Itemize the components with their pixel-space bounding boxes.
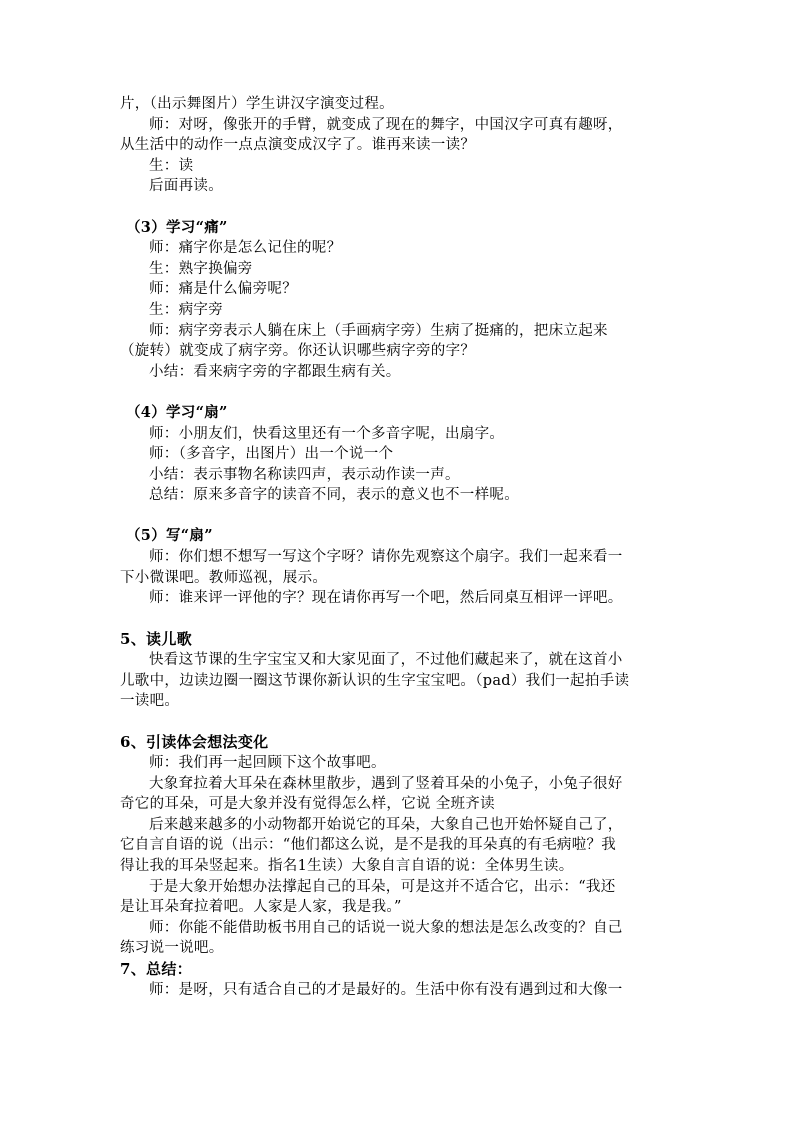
subsection-heading: （5）写“扇” bbox=[126, 527, 213, 545]
subsection-heading: （3）学习“痛” bbox=[126, 218, 228, 236]
paragraph-line: 练习说一说吧。 bbox=[120, 940, 224, 957]
paragraph-line: 下小微课吧。教师巡视，展示。 bbox=[120, 569, 328, 586]
paragraph-line: 师：（多音字，出图片）出一个说一个 bbox=[149, 446, 394, 463]
paragraph-line: 一读吧。 bbox=[120, 693, 180, 710]
paragraph-line: 师：痛字你是怎么记住的呢？ bbox=[149, 240, 342, 257]
paragraph-line: 片，（出示舞图片）学生讲汉字演变过程。 bbox=[120, 96, 394, 112]
blank-line bbox=[120, 506, 680, 527]
paragraph-line: 小结：表示事物名称读四声，表示动作读一声。 bbox=[149, 466, 460, 483]
blank-line bbox=[120, 197, 680, 218]
paragraph-line: 师：我们再一起回顾下这个故事吧。 bbox=[149, 755, 386, 771]
document-page bbox=[120, 94, 680, 1000]
paragraph-line: 生：病字旁 bbox=[149, 301, 223, 318]
paragraph-line: 快看这节课的生字宝宝又和大家见面了，不过他们藏起来了，就在这首小 bbox=[149, 652, 623, 669]
paragraph-line: 后来越来越多的小动物都开始说它的耳朵，大象自己也开始怀疑自己了， bbox=[149, 816, 623, 833]
paragraph-line: 后面再读。 bbox=[149, 178, 223, 195]
paragraph-line: 师：你能不能借助板书用自己的话说一说大象的想法是怎么改变的？自己 bbox=[149, 919, 623, 936]
paragraph-line: 师：病字旁表示人躺在床上（手画病字旁）生病了挺痛的，把床立起来 bbox=[149, 322, 608, 339]
paragraph-line: 师：痛是什么偏旁呢？ bbox=[149, 281, 297, 298]
subsection-heading: （4）学习“扇” bbox=[126, 403, 228, 421]
blank-line bbox=[120, 609, 680, 630]
paragraph-line: 大象耷拉着大耳朵在森林里散步，遇到了竖着耳朵的小兔子，小兔子很好 bbox=[149, 775, 623, 792]
paragraph-line: 奇它的耳朵，可是大象并没有觉得怎么样，它说 全班齐读 bbox=[120, 796, 495, 813]
paragraph-line: 小结：看来病字旁的字都跟生病有关。 bbox=[149, 363, 401, 380]
paragraph-line: 师：对呀，像张开的手臂，就变成了现在的舞字，中国汉字可真有趣呀， bbox=[149, 116, 623, 133]
paragraph-line: 总结：原来多音字的读音不同，表示的意义也不一样呢。 bbox=[149, 487, 519, 504]
paragraph-line: 师：小朋友们，快看这里还有一个多音字呢，出扇字。 bbox=[149, 425, 505, 442]
paragraph-line: 师：你们想不想写一写这个字呀？请你先观察这个扇字。我们一起来看一 bbox=[149, 549, 623, 566]
paragraph-line: 是让耳朵耷拉着吧。人家是人家，我是我。” bbox=[120, 899, 402, 916]
blank-line bbox=[120, 382, 680, 403]
paragraph-line: 儿歌中，边读边圈一圈这节课你新认识的生字宝宝吧。（pad）我们一起拍手读 bbox=[120, 672, 630, 689]
paragraph-line: 生：熟字换偏旁 bbox=[149, 260, 253, 277]
paragraph-line: 它自言自语的说（出示：“他们都这么说，是不是我的耳朵真的有毛病啦？我 bbox=[120, 837, 617, 854]
section-heading: 5、读儿歌 bbox=[120, 630, 192, 649]
paragraph-line: （旋转）就变成了病字旁。你还认识哪些病字旁的字？ bbox=[120, 343, 476, 360]
paragraph-line: 生：读 bbox=[149, 157, 194, 174]
paragraph-line: 从生活中的动作一点点演变成汉字了。谁再来读一读？ bbox=[120, 137, 476, 154]
section-heading: 7、总结： bbox=[120, 959, 192, 978]
paragraph-line: 于是大象开始想办法撑起自己的耳朵，可是这并不适合它，出示：“我还 bbox=[149, 878, 616, 895]
paragraph-line: 得让我的耳朵竖起来。指名1生读）大象自言自语的说：全体男生读。 bbox=[120, 857, 574, 874]
paragraph-line: 师：是呀，只有适合自己的才是最好的。生活中你有没有遇到过和大像一 bbox=[149, 981, 623, 998]
section-heading: 6、引读体会想法变化 bbox=[120, 733, 269, 752]
blank-line bbox=[120, 712, 680, 733]
paragraph-line: 师：谁来评一评他的字？现在请你再写一个吧，然后同桌互相评一评吧。 bbox=[149, 590, 623, 607]
